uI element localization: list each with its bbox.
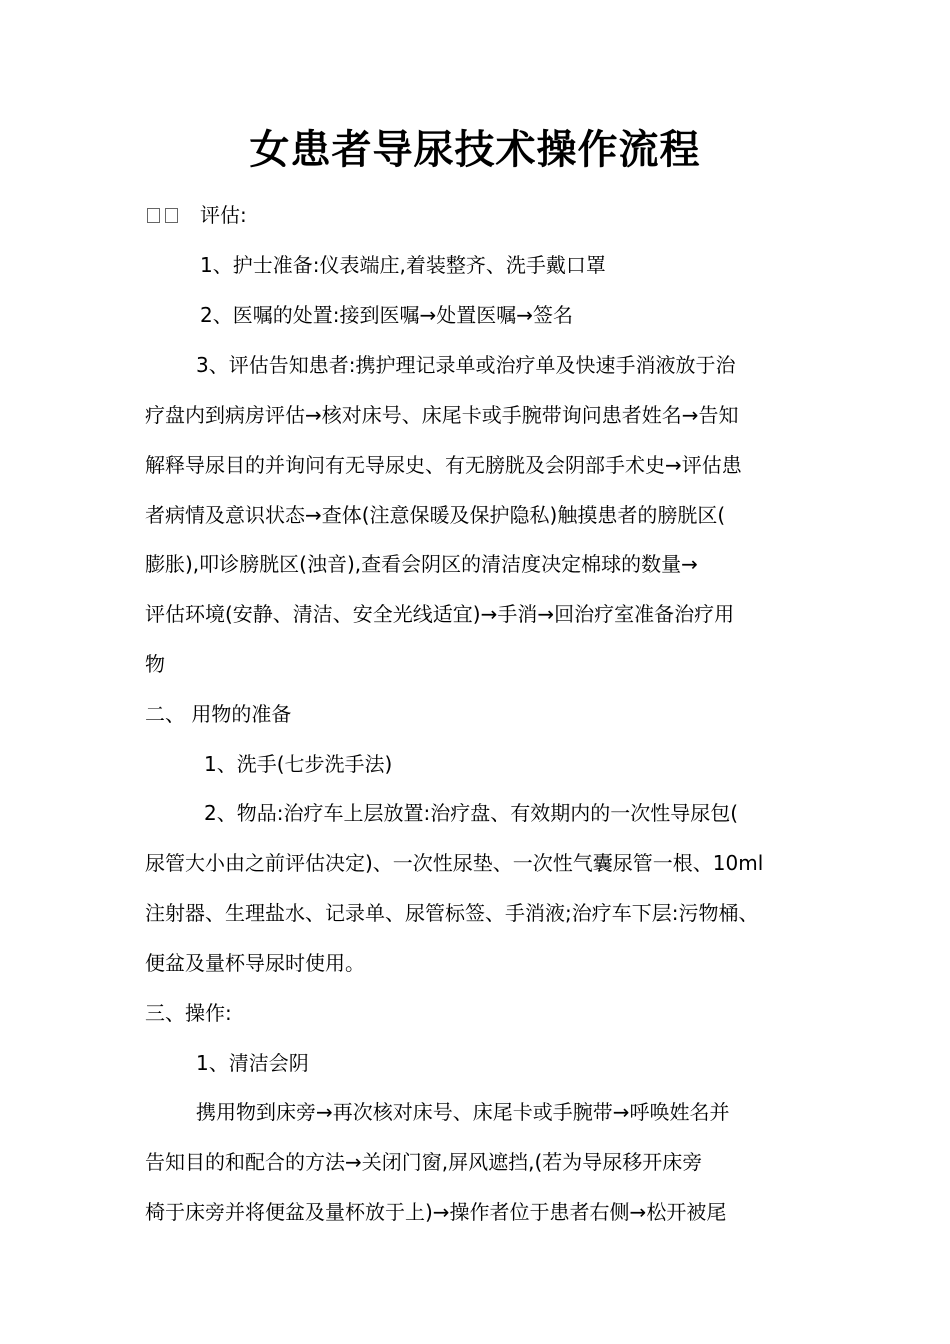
text-line: 携用物到床旁→再次核对床号、床尾卡或手腕带→呼唤姓名并 <box>196 1100 730 1124</box>
text-line: 椅于床旁并将便盆及量杯放于上)→操作者位于患者右侧→松开被尾 <box>145 1200 727 1224</box>
text-line: 解释导尿目的并询问有无导尿史、有无膀胱及会阴部手术史→评估患 <box>145 453 742 477</box>
text-line: 疗盘内到病房评估→核对床号、床尾卡或手腕带询问患者姓名→告知 <box>145 403 739 427</box>
text-line: 1、清洁会阴 <box>196 1051 309 1075</box>
text-line: 评估环境(安静、清洁、安全光线适宜)→手消→回治疗室准备治疗用 <box>145 602 735 626</box>
text-line: 三、操作: <box>145 1001 232 1025</box>
text-line: 膨胀),叩诊膀胱区(浊音),查看会阴区的清洁度决定棉球的数量→ <box>145 552 698 576</box>
text-line: 1、护士准备:仪表端庄,着装整齐、洗手戴口罩 <box>200 253 606 277</box>
text-line: 3、评估告知患者:携护理记录单或治疗单及快速手消液放于治 <box>196 353 736 377</box>
text-line: 2、医嘱的处置:接到医嘱→处置医嘱→签名 <box>200 303 573 327</box>
text-line: 评估: <box>200 203 247 227</box>
bullet-box-icon <box>147 208 160 223</box>
text-line: 尿管大小由之前评估决定)、一次性尿垫、一次性气囊尿管一根、10ml <box>145 851 764 875</box>
document-title: 女患者导尿技术操作流程 <box>249 127 701 173</box>
text-line: 便盆及量杯导尿时使用。 <box>145 951 365 975</box>
text-line: 1、洗手(七步洗手法) <box>204 752 393 776</box>
text-line: 2、物品:治疗车上层放置:治疗盘、有效期内的一次性导尿包( <box>204 801 739 825</box>
text-line: 物 <box>145 652 165 676</box>
text-line: 告知目的和配合的方法→关闭门窗,屏风遮挡,(若为导尿移开床旁 <box>145 1150 703 1174</box>
bullet-box-icon <box>165 208 178 223</box>
text-line: 注射器、生理盐水、记录单、尿管标签、手消液;治疗车下层:污物桶、 <box>145 901 759 925</box>
text-line: 二、 用物的准备 <box>145 702 292 726</box>
text-line: 者病情及意识状态→查体(注意保暖及保护隐私)触摸患者的膀胱区( <box>145 503 726 527</box>
